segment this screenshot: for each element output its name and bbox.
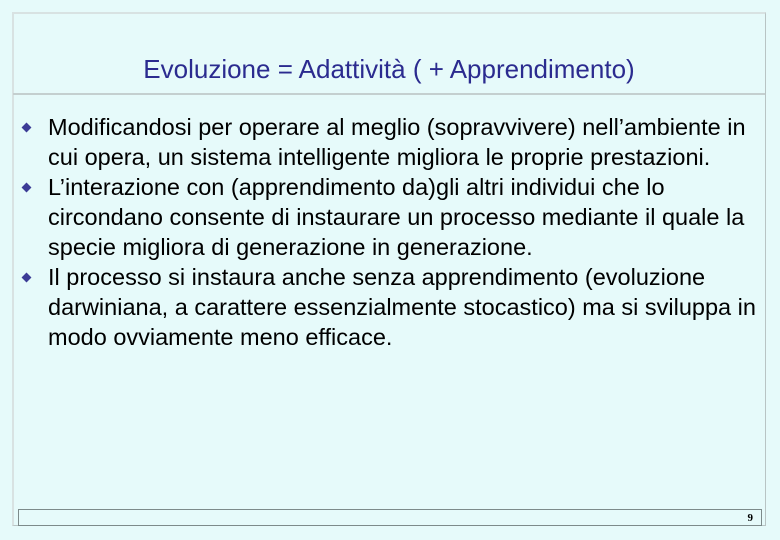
diamond-bullet-icon	[22, 123, 32, 133]
bullet-text: Modificandosi per operare al meglio (sopravvivere) nell’ambiente in cui opera, un sistema intelligente migliora le proprie prestazioni.	[48, 114, 746, 170]
bullet-item	[20, 112, 765, 172]
bullet-item	[20, 172, 765, 262]
footer-bar	[18, 509, 762, 526]
diamond-bullet-icon	[22, 183, 32, 193]
diamond-bullet-icon	[22, 273, 32, 283]
title-box	[13, 13, 765, 95]
bullet-item	[20, 262, 765, 352]
bullet-list	[20, 112, 765, 352]
bullet-text: Il processo si instaura anche senza apprendimento (evoluzione darwiniana, a carattere essenzialmente stocastico) ma si sviluppa in modo ovviamente meno efficace.	[48, 264, 756, 350]
slide-title: Evoluzione = Adattività ( + Apprendimento)	[143, 54, 635, 84]
page-number: 9	[747, 512, 753, 524]
bullet-text: L’interazione con (apprendimento da)gli altri individui che lo circondano consente di instaurare un processo mediante il quale la specie migliora di generazione in generazione.	[48, 174, 745, 260]
